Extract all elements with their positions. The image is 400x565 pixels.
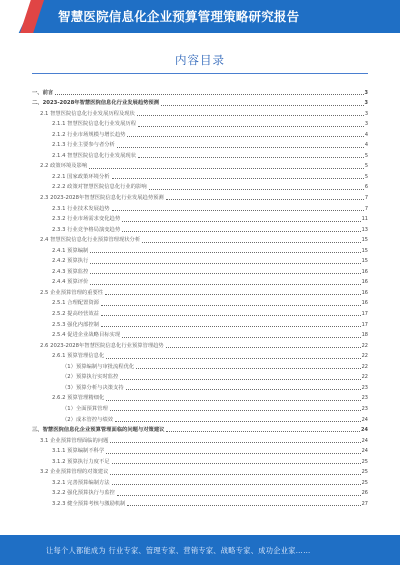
toc-entry-label: 3.1 企业预算管理面临的问题 <box>40 437 109 444</box>
toc-entry[interactable] <box>32 86 368 97</box>
toc-entry-page: 4 <box>364 142 368 149</box>
toc-entry-label: 2.1.3 行业主要参与者分析 <box>52 142 115 149</box>
toc-leader-dots <box>127 505 360 506</box>
toc-entry[interactable] <box>32 339 368 350</box>
toc-entry[interactable] <box>32 160 368 171</box>
toc-entry[interactable] <box>32 170 368 181</box>
toc-entry[interactable] <box>32 381 368 392</box>
toc-entry[interactable] <box>32 213 368 224</box>
toc-entry-label: 2.5.2 提高经营效益 <box>52 311 99 318</box>
toc-entry-label: （2）预算执行实时监控 <box>62 374 119 381</box>
toc-entry-page: 24 <box>361 437 368 444</box>
toc-leader-dots <box>55 94 363 95</box>
toc-entry-page: 22 <box>361 363 368 370</box>
toc-entry-page: 23 <box>361 405 368 412</box>
toc-leader-dots <box>90 273 360 274</box>
toc-entry-label: 3.2.2 强化预算执行与监控 <box>52 490 115 497</box>
toc-entry-page: 16 <box>361 289 368 296</box>
toc-entry-label: 2.5.3 强化内部控制 <box>52 321 99 328</box>
toc-entry-page: 3 <box>364 110 368 117</box>
toc-entry-label: 二、2023-2028年智慧医院信息化行业发展趋势预测 <box>32 100 160 107</box>
toc-entry-page: 15 <box>361 247 368 254</box>
toc-entry-label: 2.6.1 预算管理信息化 <box>52 353 105 360</box>
toc-entry-page: 3 <box>364 100 368 107</box>
toc-leader-dots <box>105 294 361 295</box>
toc-entry[interactable] <box>32 476 368 487</box>
toc-entry-label: 2.6 2023-2028年智慧医院信息化行业预算管理趋势 <box>40 342 164 349</box>
toc-entry-page: 23 <box>361 395 368 402</box>
toc-entry-page: 22 <box>361 342 368 349</box>
toc-entry[interactable] <box>32 286 368 297</box>
toc-entry[interactable] <box>32 234 368 245</box>
toc-entry-label: 2.5.1 合理配置资源 <box>52 300 99 307</box>
toc-leader-dots <box>101 305 361 306</box>
toc-entry[interactable] <box>32 329 368 340</box>
toc-entry-page: 3 <box>364 89 368 96</box>
toc-leader-dots <box>112 210 364 211</box>
toc-entry-page: 27 <box>361 500 368 507</box>
toc-entry[interactable] <box>32 350 368 361</box>
toc-entry-page: 16 <box>361 268 368 275</box>
toc-entry-label: 2.1.2 行业市场规模与增长趋势 <box>52 131 126 138</box>
footer-slogan: 让每个人都能成为 行业专家、管理专家、营销专家、战略专家、成功企业家…… <box>46 546 311 555</box>
toc-entry[interactable] <box>32 223 368 234</box>
toc-leader-dots <box>90 252 360 253</box>
toc-leader-dots <box>106 358 360 359</box>
toc-entry-page: 25 <box>361 458 368 465</box>
toc-leader-dots <box>89 168 364 169</box>
toc-entry-page: 24 <box>361 448 368 455</box>
report-title: 智慧医院信息化企业预算管理策略研究报告 <box>58 9 300 24</box>
toc-entry-label: 2.3.3 行业竞争格局演变趋势 <box>52 226 121 233</box>
toc-leader-dots <box>90 284 360 285</box>
toc-entry[interactable] <box>32 434 368 445</box>
toc-leader-dots <box>112 463 361 464</box>
toc-leader-dots <box>101 326 361 327</box>
toc-entry-page: 23 <box>361 384 368 391</box>
toc-entry[interactable] <box>32 118 368 129</box>
toc-entry-page: 5 <box>364 152 368 159</box>
toc-entry-page: 4 <box>364 131 368 138</box>
toc-entry-label: 2.4.3 预算监控 <box>52 268 89 275</box>
toc-leader-dots <box>166 431 360 432</box>
toc-entry[interactable] <box>32 97 368 108</box>
toc-entry-label: 3.1.2 预算执行力度不足 <box>52 458 110 465</box>
toc-leader-dots <box>90 263 360 264</box>
toc-entry-label: 3.2.3 健全预算考核与激励机制 <box>52 500 126 507</box>
toc-leader-dots <box>106 453 360 454</box>
toc-heading: 内容目录 <box>175 53 225 67</box>
toc-leader-dots <box>101 315 361 316</box>
toc-entry[interactable] <box>32 487 368 498</box>
toc-leader-dots <box>110 474 360 475</box>
toc-entry[interactable] <box>32 202 368 213</box>
toc-entry-page: 22 <box>361 353 368 360</box>
toc-entry[interactable] <box>32 413 368 424</box>
toc-entry[interactable] <box>32 139 368 150</box>
toc-entry-page: 24 <box>361 416 368 423</box>
toc-leader-dots <box>112 178 364 179</box>
toc-entry-label: 3.2 企业预算管理的对策建议 <box>40 469 109 476</box>
toc-leader-dots <box>137 115 364 116</box>
toc-entry-page: 25 <box>361 469 368 476</box>
toc-leader-dots <box>127 136 363 137</box>
toc-entry-label: 2.2 政策环境及影响 <box>40 163 88 170</box>
toc-leader-dots <box>149 189 364 190</box>
toc-entry[interactable] <box>32 191 368 202</box>
toc-leader-dots <box>166 199 364 200</box>
toc-entry-page: 22 <box>361 374 368 381</box>
toc-entry-label: （3）预算分析与决策支持 <box>62 384 124 391</box>
toc-entry[interactable] <box>32 371 368 382</box>
toc-entry[interactable] <box>32 128 368 139</box>
toc-leader-dots <box>138 126 364 127</box>
toc-leader-dots <box>110 442 360 443</box>
toc-entry-label: 2.4.1 预算编制 <box>52 247 89 254</box>
toc-entry-label: 3.1.1 预算编制不科学 <box>52 448 105 455</box>
toc-entry-page: 17 <box>361 321 368 328</box>
toc-entry-label: 2.2.1 国家政策环境分析 <box>52 173 110 180</box>
toc-entry-label: 2.1.1 智慧医院信息化行业发展历程 <box>52 121 137 128</box>
toc-entry-label: 2.6.2 预算管理精细化 <box>52 395 105 402</box>
toc-leader-dots <box>115 421 361 422</box>
header-banner <box>0 0 400 33</box>
toc-leader-dots <box>122 221 360 222</box>
toc-entry-page: 11 <box>361 216 368 223</box>
toc-entry-label: 一、前言 <box>32 89 54 96</box>
toc-entry[interactable] <box>32 455 368 466</box>
toc-entry[interactable] <box>32 466 368 477</box>
toc-entry-page: 7 <box>364 195 368 202</box>
toc-leader-dots <box>136 368 360 369</box>
toc-entry-page: 25 <box>361 479 368 486</box>
toc-entry-page: 18 <box>361 332 368 339</box>
toc-entry-page: 15 <box>361 258 368 265</box>
toc-leader-dots <box>117 495 361 496</box>
toc-entry-page: 24 <box>361 427 368 434</box>
toc-entry-label: 2.2.2 政策对智慧医院信息化行业的影响 <box>52 184 147 191</box>
toc-entry-page: 15 <box>361 237 368 244</box>
toc-leader-dots <box>110 410 361 411</box>
toc-entry-page: 5 <box>364 163 368 170</box>
toc-entry[interactable] <box>32 276 368 287</box>
toc-entry-label: （1）全面预算管理 <box>62 405 108 412</box>
toc-entry-label: （1）预算编制与审批流程优化 <box>62 363 135 370</box>
toc-entry-label: 2.1 智慧医院信息化行业发展历程及现状 <box>40 110 135 117</box>
toc-entry[interactable] <box>32 244 368 255</box>
toc-entry-page: 6 <box>364 184 368 191</box>
toc-entry[interactable] <box>32 255 368 266</box>
toc-leader-dots <box>122 337 360 338</box>
toc-entry-page: 13 <box>361 226 368 233</box>
toc-entry[interactable] <box>32 402 368 413</box>
toc-leader-dots <box>117 147 364 148</box>
toc-entry-page: 16 <box>361 300 368 307</box>
toc-entry-label: 三、智慧医院信息化企业预算管理面临的问题与对策建议 <box>32 427 165 434</box>
toc-leader-dots <box>161 105 363 106</box>
toc-entry-page: 7 <box>364 205 368 212</box>
toc-entry[interactable] <box>32 307 368 318</box>
toc-entry-label: 2.3.1 行业技术发展趋势 <box>52 205 110 212</box>
toc-leader-dots <box>126 389 361 390</box>
toc-entry[interactable] <box>32 318 368 329</box>
toc-entry[interactable] <box>32 181 368 192</box>
table-of-contents <box>32 86 368 508</box>
toc-entry-page: 3 <box>364 121 368 128</box>
toc-entry-label: 2.3.2 行业市场需求变化趋势 <box>52 216 121 223</box>
toc-entry[interactable] <box>32 297 368 308</box>
toc-entry[interactable] <box>32 392 368 403</box>
toc-entry-label: 3.2.1 完善预算编制方法 <box>52 479 110 486</box>
toc-entry[interactable] <box>32 107 368 118</box>
toc-entry-label: 2.3 2023-2028年智慧医院信息化行业发展趋势预测 <box>40 195 164 202</box>
toc-leader-dots <box>142 242 360 243</box>
footer-banner <box>0 535 400 565</box>
toc-leader-dots <box>166 347 361 348</box>
toc-entry-label: 2.4 智慧医院信息化行业预算管理现状分析 <box>40 237 141 244</box>
toc-entry-label: 2.1.4 智慧医院信息化行业发展现状 <box>52 152 137 159</box>
toc-leader-dots <box>138 157 364 158</box>
toc-entry[interactable] <box>32 497 368 508</box>
toc-entry-label: （2）成本管控与绩效 <box>62 416 114 423</box>
toc-entry-label: 2.5.4 促进企业战略目标实现 <box>52 332 121 339</box>
toc-entry-label: 2.4.2 预算执行 <box>52 258 89 265</box>
toc-entry[interactable] <box>32 424 368 435</box>
toc-entry-label: 2.4.4 预算评价 <box>52 279 89 286</box>
toc-entry[interactable] <box>32 149 368 160</box>
toc-entry[interactable] <box>32 265 368 276</box>
toc-leader-dots <box>112 484 361 485</box>
toc-entry-page: 26 <box>361 490 368 497</box>
toc-entry-label: 2.5 企业预算管理的重要性 <box>40 289 104 296</box>
toc-entry[interactable] <box>32 445 368 456</box>
toc-entry-page: 17 <box>361 311 368 318</box>
toc-entry-page: 5 <box>364 173 368 180</box>
toc-divider <box>32 73 368 74</box>
toc-leader-dots <box>106 400 360 401</box>
toc-leader-dots <box>122 231 360 232</box>
toc-leader-dots <box>120 379 360 380</box>
toc-entry-page: 16 <box>361 279 368 286</box>
toc-entry[interactable] <box>32 360 368 371</box>
